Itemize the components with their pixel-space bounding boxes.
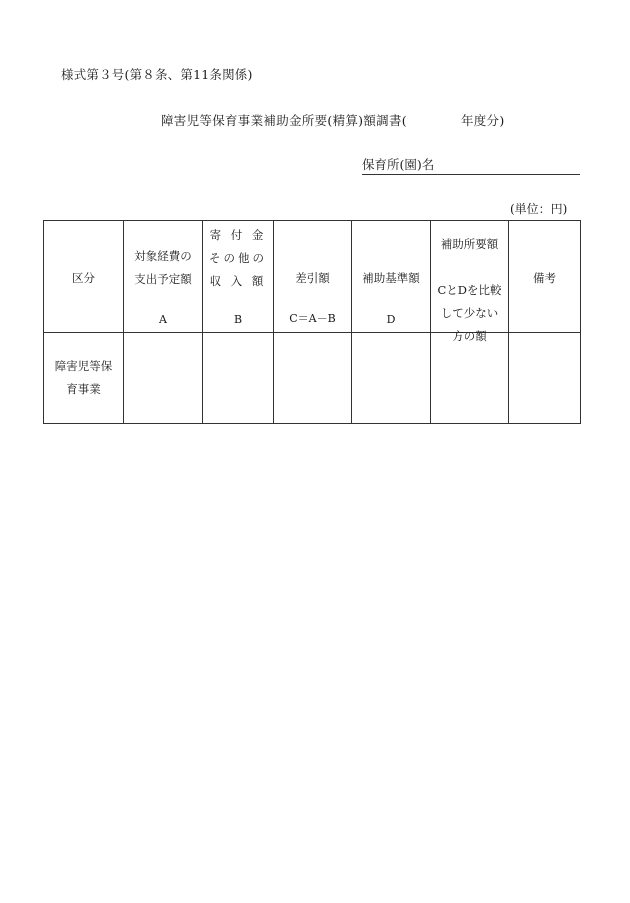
unit-note: (単位：円) xyxy=(510,202,568,216)
title-year-suffix: 年度分) xyxy=(460,113,505,128)
row-label-cell xyxy=(44,333,124,424)
facility-name-field[interactable] xyxy=(362,155,580,175)
header-required-amount: 補助所要額 CとDを比較 して少ない 方の額 xyxy=(431,221,509,333)
document-title xyxy=(161,111,505,129)
header-category: 区分 xyxy=(44,221,124,333)
budget-table xyxy=(43,220,581,424)
input-cell-remarks[interactable] xyxy=(509,333,581,424)
title-main: 障害児等保育事業補助金所要(精算)額調書( xyxy=(161,113,407,128)
table-header-row xyxy=(44,221,581,333)
input-cell-c[interactable] xyxy=(274,333,352,424)
header-other-income: 寄 付 金 その他の 収 入 額 B xyxy=(203,221,274,333)
input-cell-d[interactable] xyxy=(352,333,431,424)
header-code-b: B xyxy=(233,313,243,326)
header-difference: 差引額 C＝A－B xyxy=(274,221,352,333)
header-code-a: A xyxy=(159,313,167,326)
facility-name-label: 保育所(園)名 xyxy=(362,157,435,172)
row-label: 障害児等保 育事業 xyxy=(54,359,113,396)
header-standard-amount: 補助基準額 D xyxy=(352,221,431,333)
form-number: 様式第３号(第８条、第11条関係) xyxy=(61,67,253,82)
header-target-expense: 対象経費の 支出予定額 A xyxy=(124,221,203,333)
header-code-c: C＝A－B xyxy=(289,312,336,325)
header-code-d: D xyxy=(386,313,396,326)
input-cell-b[interactable] xyxy=(203,333,274,424)
header-remarks: 備考 xyxy=(509,221,581,333)
input-cell-a[interactable] xyxy=(124,333,203,424)
